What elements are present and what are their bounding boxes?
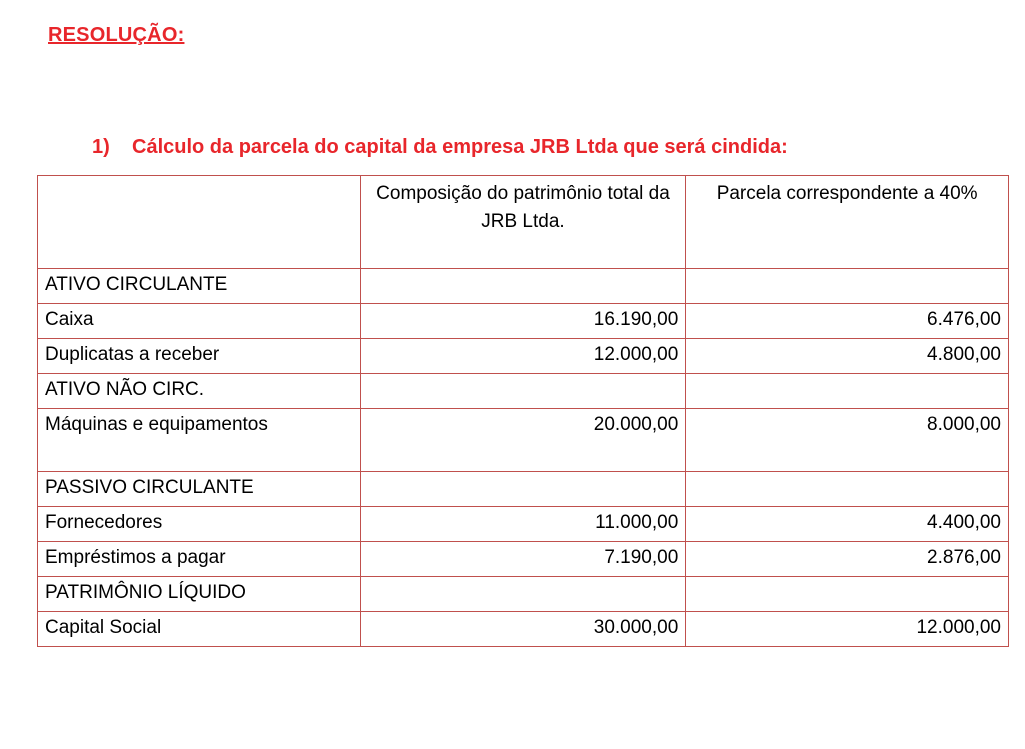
table-row [38, 507, 1009, 542]
row-total: 16.190,00 [360, 304, 686, 339]
capital-split-table [37, 175, 1009, 647]
table-row [38, 269, 1009, 304]
table-header-row [38, 176, 1009, 269]
row-label: Caixa [38, 304, 361, 339]
row-label: PASSIVO CIRCULANTE [38, 472, 361, 507]
row-share: 12.000,00 [686, 612, 1009, 647]
resolution-heading: RESOLUÇÃO: [48, 24, 185, 46]
row-share [686, 472, 1009, 507]
table-row [38, 409, 1009, 472]
header-cell-share: Parcela correspondente a 40% [686, 176, 1009, 269]
row-share [686, 269, 1009, 304]
table-row [38, 612, 1009, 647]
table-row [38, 374, 1009, 409]
row-label: ATIVO CIRCULANTE [38, 269, 361, 304]
row-label: Capital Social [38, 612, 361, 647]
row-total: 20.000,00 [360, 409, 686, 472]
table-row [38, 304, 1009, 339]
row-total: 7.190,00 [360, 542, 686, 577]
row-total [360, 472, 686, 507]
row-total [360, 269, 686, 304]
row-label: PATRIMÔNIO LÍQUIDO [38, 577, 361, 612]
row-label: Fornecedores [38, 507, 361, 542]
row-share: 4.800,00 [686, 339, 1009, 374]
row-label: Máquinas e equipamentos [38, 409, 361, 472]
table-row [38, 472, 1009, 507]
row-label: Duplicatas a receber [38, 339, 361, 374]
row-total: 12.000,00 [360, 339, 686, 374]
table-row [38, 339, 1009, 374]
section-number: 1) [92, 136, 110, 158]
row-total: 30.000,00 [360, 612, 686, 647]
section-title-text: Cálculo da parcela do capital da empresa JRB Ltda que será cindida: [132, 136, 788, 158]
row-share: 8.000,00 [686, 409, 1009, 472]
row-label: Empréstimos a pagar [38, 542, 361, 577]
row-total [360, 577, 686, 612]
row-share [686, 577, 1009, 612]
table-row [38, 542, 1009, 577]
row-share: 2.876,00 [686, 542, 1009, 577]
row-total [360, 374, 686, 409]
row-label: ATIVO NÃO CIRC. [38, 374, 361, 409]
header-cell-account [38, 176, 361, 269]
row-share [686, 374, 1009, 409]
row-share: 4.400,00 [686, 507, 1009, 542]
section-title [92, 136, 788, 159]
header-cell-total: Composição do patrimônio total da JRB Ltda. [360, 176, 686, 269]
row-total: 11.000,00 [360, 507, 686, 542]
table-row [38, 577, 1009, 612]
row-share: 6.476,00 [686, 304, 1009, 339]
